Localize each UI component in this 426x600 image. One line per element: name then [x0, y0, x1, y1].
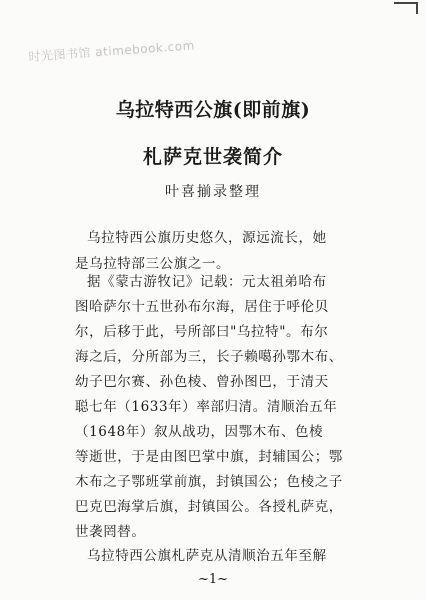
paragraph-line: 乌拉特西公旗札萨克从清顺治五年至解: [87, 548, 327, 564]
watermark: 时光图书馆 atimebook.com: [28, 38, 196, 64]
corner-mark: [394, 2, 418, 14]
paragraph-line: 木布之子鄂班掌前旗，封镇国公；色棱之子: [75, 474, 343, 490]
paragraph-line: 是乌拉特部三公旗之一。: [75, 256, 231, 272]
paragraph-line: 乌拉特西公旗历史悠久，源远流长，她: [87, 230, 327, 246]
paragraph-line: 海之后，分所部为三，长子赖噶孙鄂木布、: [75, 349, 343, 365]
paragraph-line: 尔，后移于此，号所部曰"乌拉特"。布尔: [75, 324, 329, 340]
author-line: 叶喜揃录整理: [165, 184, 261, 200]
title-line-2: 札萨克世袭简介: [142, 146, 283, 168]
paragraph-line: 世袭罔替。: [75, 524, 146, 540]
paragraph-line: 聪七年（1633年）率部归清。清顺治五年: [75, 399, 338, 415]
paragraph-line: 幼子巴尔赛、孙色棱、曾孙图巴，于清天: [75, 374, 329, 390]
page-number: ~1~: [197, 572, 229, 587]
paragraph-line: 巴克巴海掌后旗，封镇国公。各授札萨克，: [75, 499, 343, 515]
paragraph-line: （1648年）叙从战功，因鄂木布、色棱: [75, 424, 324, 440]
paragraph-line: 据《蒙古游牧记》记载：元太祖弟哈布: [87, 274, 327, 290]
paragraph-line: 图哈萨尔十五世孙布尔海，居住于呼伦贝: [75, 299, 329, 315]
paragraph-line: 等逝世，于是由图巴掌中旗，封辅国公；鄂: [75, 449, 343, 465]
title-line-1: 乌拉特西公旗(即前旗): [115, 99, 311, 121]
